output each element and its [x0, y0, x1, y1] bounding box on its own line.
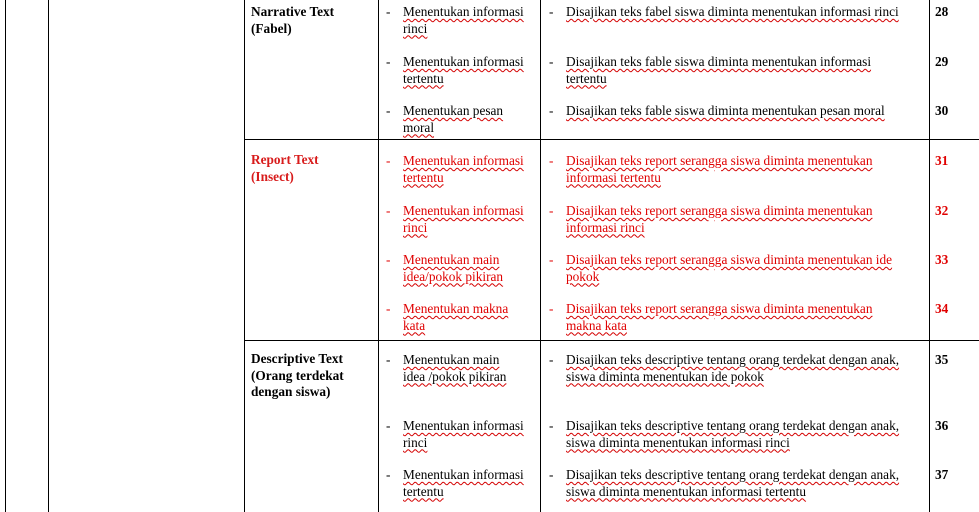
dash: -: [386, 103, 391, 118]
item-number: 36: [935, 418, 949, 433]
description-text: Disajikan teks fable siswa diminta menentukan informasi tertentu: [566, 54, 872, 86]
indicator-text: Menentukan informasi rinci: [403, 203, 524, 235]
item-number: 33: [935, 252, 949, 267]
dash: -: [386, 54, 391, 69]
item-number: 34: [935, 301, 949, 316]
topic-descriptive: [251, 351, 344, 401]
indicator-text: Menentukan main idea/pokok pikiran: [403, 252, 504, 284]
indicator-text: Menentukan makna kata: [403, 301, 509, 333]
dash: -: [386, 418, 391, 433]
dash: -: [386, 203, 391, 218]
topic-descriptive-line2: (Orang terdekat: [251, 367, 344, 383]
topic-narrative: [251, 4, 334, 37]
item-number: 35: [935, 352, 949, 367]
indicator-text: Menentukan main idea /pokok pikiran: [403, 352, 507, 384]
dash: -: [386, 153, 391, 168]
dash: -: [549, 203, 554, 218]
description-text: Disajikan teks descriptive tentang orang terdekat dengan anak, siswa diminta menentukan informasi tertentu: [566, 467, 900, 499]
item-number: 31: [935, 153, 949, 168]
topic-report-line1: Report Text: [251, 152, 319, 167]
table-border-col5: [929, 0, 930, 512]
item-number: 37: [935, 467, 949, 482]
dash: -: [549, 418, 554, 433]
description-text: Disajikan teks fabel siswa diminta menentukan informasi rinci: [566, 4, 899, 19]
description-text: Disajikan teks report serangga siswa diminta menentukan informasi tertentu: [566, 153, 873, 185]
dash: -: [386, 301, 391, 316]
dash: -: [386, 467, 391, 482]
topic-narrative-line2: (Fabel): [251, 20, 292, 36]
table-border-col1: [48, 0, 49, 512]
table-border-col2: [244, 0, 245, 512]
dash: -: [549, 252, 554, 267]
description-text: Disajikan teks descriptive tentang orang terdekat dengan anak, siswa diminta menentukan ide pokok: [566, 352, 900, 384]
dash: -: [549, 153, 554, 168]
description-text: Disajikan teks fable siswa diminta menentukan pesan moral: [566, 103, 885, 118]
dash: -: [386, 352, 391, 367]
description-text: Disajikan teks report serangga siswa diminta menentukan ide pokok: [566, 252, 893, 284]
dash: -: [549, 467, 554, 482]
dash: -: [549, 352, 554, 367]
indicator-text: Menentukan informasi rinci: [403, 418, 524, 450]
dash: -: [549, 54, 554, 69]
table-border-col3: [378, 0, 379, 512]
item-number: 29: [935, 54, 949, 69]
indicator-text: Menentukan pesan moral: [403, 103, 504, 135]
description-text: Disajikan teks descriptive tentang orang terdekat dengan anak, siswa diminta menentukan informasi rinci: [566, 418, 900, 450]
description-text: Disajikan teks report serangga siswa diminta menentukan makna kata: [566, 301, 873, 333]
topic-report: [251, 152, 319, 185]
item-number: 28: [935, 4, 949, 19]
table-border-left: [5, 0, 6, 512]
row-divider-2: [244, 340, 979, 341]
table-border-col4: [540, 0, 541, 512]
dash: -: [386, 252, 391, 267]
dash: -: [549, 4, 554, 19]
row-divider-1: [244, 139, 979, 140]
dash: -: [549, 103, 554, 118]
indicator-text: Menentukan informasi tertentu: [403, 467, 524, 499]
indicator-text: Menentukan informasi tertentu: [403, 54, 524, 86]
topic-descriptive-line3: dengan siswa): [251, 384, 331, 399]
topic-descriptive-line1: Descriptive Text: [251, 351, 343, 366]
topic-narrative-line1: Narrative Text: [251, 4, 335, 19]
description-text: Disajikan teks report serangga siswa diminta menentukan informasi rinci: [566, 203, 873, 235]
indicator-text: Menentukan informasi tertentu: [403, 153, 524, 185]
indicator-text: Menentukan informasi rinci: [403, 4, 524, 36]
item-number: 32: [935, 203, 949, 218]
item-number: 30: [935, 103, 949, 118]
topic-report-line2: (Insect): [251, 168, 294, 184]
dash: -: [549, 301, 554, 316]
dash: -: [386, 4, 391, 19]
